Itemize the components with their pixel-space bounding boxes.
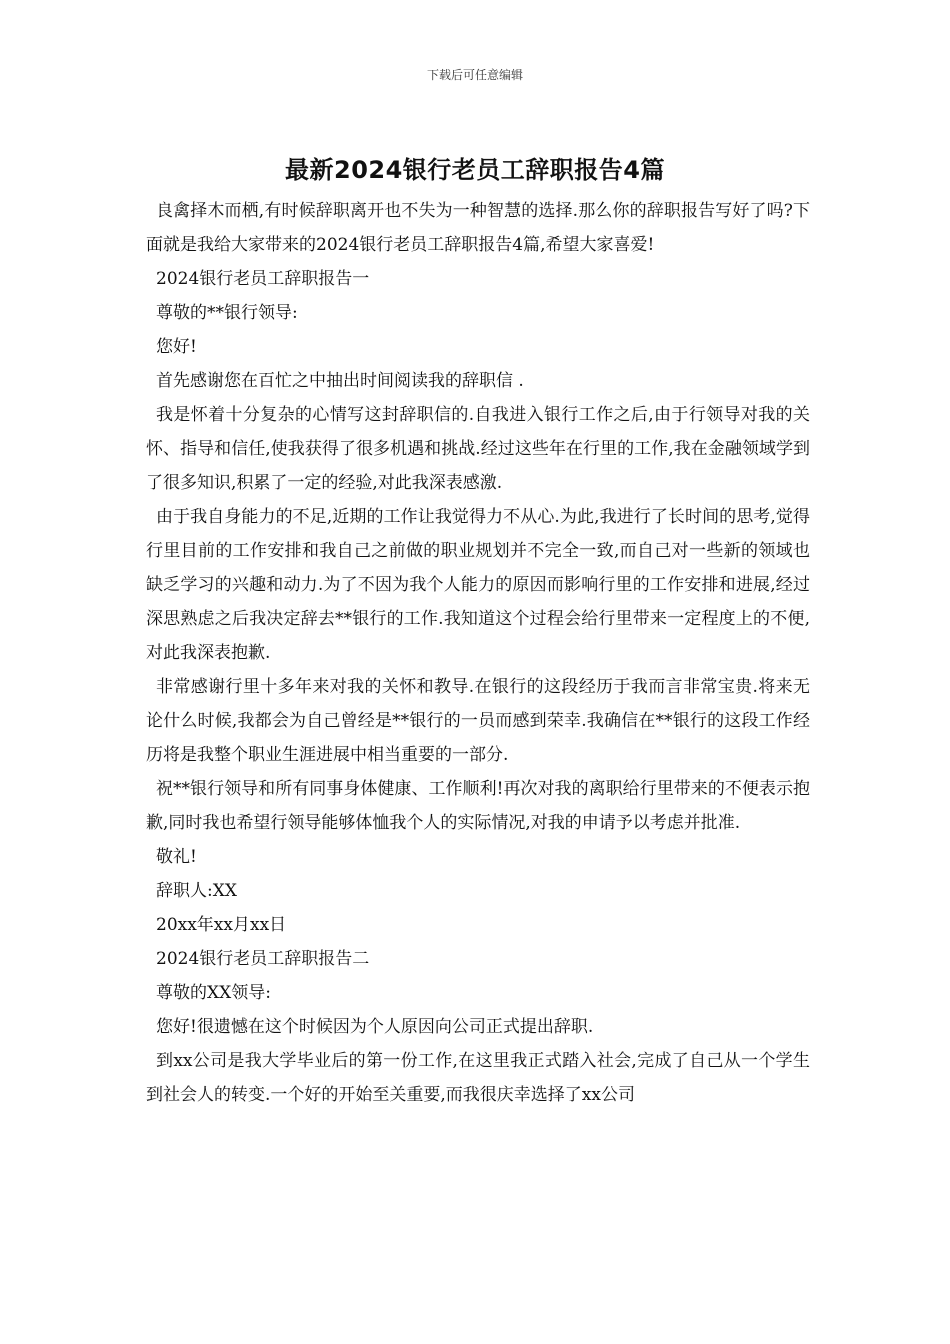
body-paragraph: 非常感谢行里十多年来对我的关怀和教导.在银行的这段经历于我而言非常宝贵.将来无论什么时候,我都会为自己曾经是**银行的一员而感到荣幸.我确信在**银行的这段工作经历将是我整个职业生涯进展中相当重要的一部分. — [146, 677, 810, 765]
body-paragraph: 祝**银行领导和所有同事身体健康、工作顺利!再次对我的离职给行里带来的不便表示抱歉,同时我也希望行领导能够体恤我个人的实际情况,对我的申请予以考虑并批准. — [146, 779, 810, 833]
salutation: 尊敬的**银行领导: — [156, 303, 298, 323]
body-paragraph: 我是怀着十分复杂的心情写这封辞职信的.自我进入银行工作之后,由于行领导对我的关怀、指导和信任,使我获得了很多机遇和挑战.经过这些年在行里的工作,我在金融领域学到了很多知识,积累了一定的经验,对此我深表感激. — [146, 405, 810, 493]
date-line: 20xx年xx月xx日 — [156, 915, 287, 935]
document-body — [146, 194, 810, 1112]
intro-paragraph: 良禽择木而栖,有时候辞职离开也不失为一种智慧的选择.那么你的辞职报告写好了吗?下面就是我给大家带来的2024银行老员工辞职报告4篇,希望大家喜爱! — [146, 201, 810, 255]
section-heading-1: 2024银行老员工辞职报告一 — [156, 269, 370, 289]
body-paragraph: 由于我自身能力的不足,近期的工作让我觉得力不从心.为此,我进行了长时间的思考,觉得行里目前的工作安排和我自己之前做的职业规划并不完全一致,而自己对一些新的领域也缺乏学习的兴趣和动力.为了不因为我个人能力的原因而影响行里的工作安排和进展,经过深思熟虑之后我决定辞去**银行的工作.我知道这个过程会给行里带来一定程度上的不便,对此我深表抱歉. — [146, 507, 810, 663]
document-title: 最新2024银行老员工辞职报告4篇 — [285, 156, 665, 184]
greeting: 您好! — [156, 337, 197, 357]
closing: 敬礼! — [156, 847, 197, 867]
header-note: 下载后可任意编辑 — [426, 68, 523, 82]
signature: 辞职人:XX — [156, 881, 237, 901]
greeting: 您好!很遗憾在这个时候因为个人原因向公司正式提出辞职. — [156, 1017, 594, 1037]
body-paragraph: 首先感谢您在百忙之中抽出时间阅读我的辞职信 . — [156, 371, 524, 391]
salutation: 尊敬的XX领导: — [156, 983, 271, 1003]
section-heading-2: 2024银行老员工辞职报告二 — [156, 949, 370, 969]
body-paragraph: 到xx公司是我大学毕业后的第一份工作,在这里我正式踏入社会,完成了自己从一个学生到社会人的转变.一个好的开始至关重要,而我很庆幸选择了xx公司 — [146, 1051, 810, 1105]
